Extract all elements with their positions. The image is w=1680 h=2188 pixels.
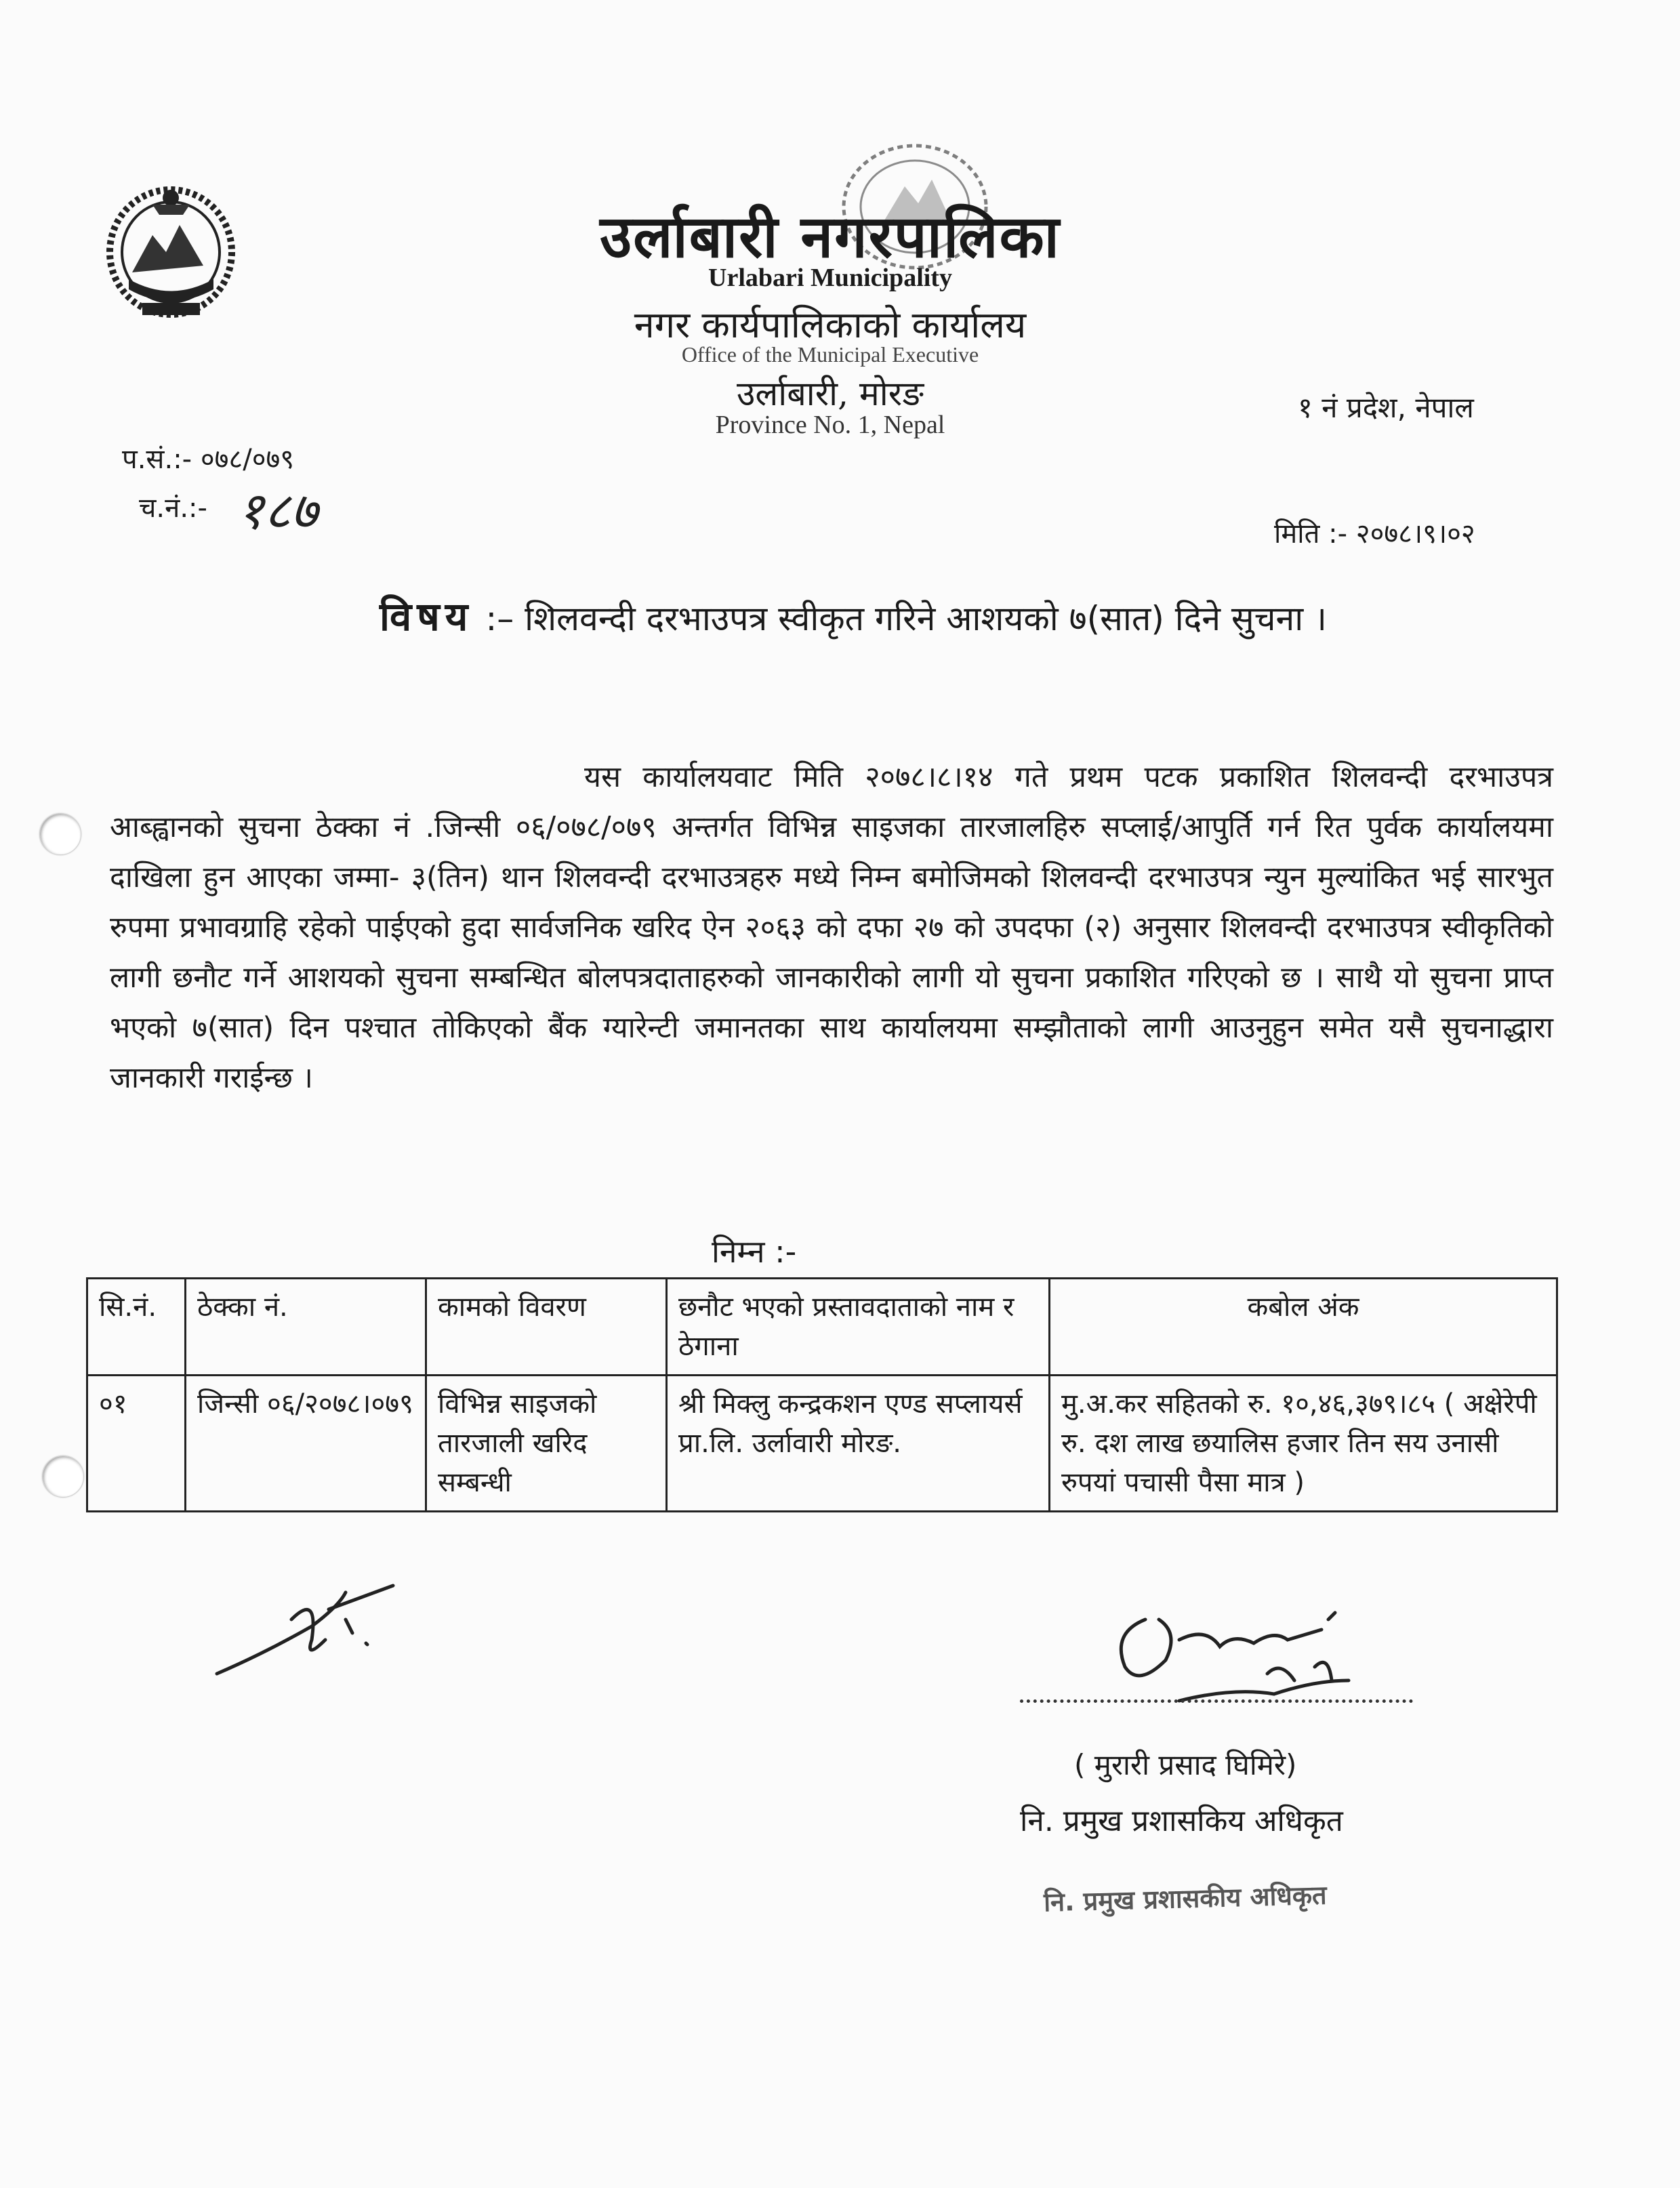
col-amount-header: कबोल अंक [1050,1279,1557,1376]
dispatch-number-handwritten: १८७ [237,480,318,541]
letter-date: मिति :- २०७८।९।०२ [1274,518,1475,550]
punch-hole-bottom [42,1456,84,1498]
designation-stamp: नि. प्रमुख प्रशासकीय अधिकृत [1043,1880,1328,1918]
subject-text: :– शिलवन्दी दरभाउपत्र स्वीकृत गरिने आशयको ७(सात) दिने सुचना । [485,599,1327,638]
table-header-row [87,1279,1557,1376]
cell-description: विभिन्न साइजको तारजाली खरिद सम्बन्धी [426,1376,667,1512]
dispatch-number-label: च.नं.:- [139,493,207,524]
nepal-emblem-logo [102,178,241,323]
col-bidder-header: छनौट भएको प्रस्तावदाताको नाम र ठेगाना [667,1279,1050,1376]
col-contract-header: ठेक्का नं. [186,1279,426,1376]
table-heading: निम्न :- [712,1233,797,1270]
subject-label: विषय [380,594,474,640]
initials-signature [210,1579,400,1680]
province-english: Province No. 1, Nepal [715,411,945,439]
notice-body: यस कार्यालयवाट मिति २०७८।८।१४ गते प्रथम पटक प्रकाशित शिलवन्दी दरभाउपत्र आब्ह्वानको सुचना ठेक्का नं .जिन्सी ०६/०७८/०७९ अन्तर्गत विभिन्न साइजका तारजालहिरु सप्लाई/आपुर्ति गर्न रित पुर्वक कार्यालयमा दाखिला हुन आएका जम्मा- ३(तिन) थान शिलवन्दी दरभाउत्रहरु मध्ये निम्न बमोजिमको शिलवन्दी दरभाउपत्र न्युन मुल्यांकित भई सारभुत रुपमा प्रभावग्राहि रहेको पाईएको हुदा सार्वजनिक खरिद ऐन २०६३ को दफा २७ को उपदफा (२) अनुसार शिलवन्दी दरभाउपत्र स्वीकृतिको लागी छनौट गर्ने आशयको सुचना सम्बन्धित बोलपत्रदाताहरुको जानकारीको लागी यो सुचना प्रकाशित गरिएको छ । साथै यो सुचना प्राप्त भएको ७(सात) दिन पश्चात तोकिएको बैंक ग्यारेन्टी जमानतका साथ कार्यालयमा सम्झौताको लागी आउनुहुन समेत यसै सुचनाद्धारा जानकारी गराईन्छ । [110,760,1553,1095]
table-row [87,1376,1557,1512]
municipality-name-nepali: उर्लाबारी नगरपालिका [600,203,1061,271]
subject-line [380,588,1327,642]
place-nepali: उर्लाबारी, मोरङ [736,374,924,413]
province-nepali: १ नं प्रदेश, नेपाल [1298,391,1474,424]
signatory-name: ( मुरारी प्रसाद घिमिरे) [1074,1748,1297,1781]
col-description-header: कामको विवरण [426,1279,667,1376]
cell-bidder: श्री मिक्लु कन्द्रकशन एण्ड सप्लायर्स प्रा.लि. उर्लावारी मोरङ. [667,1376,1050,1512]
office-name-english: Office of the Municipal Executive [681,342,979,367]
tender-table [86,1277,1558,1512]
punch-hole-top [39,813,81,855]
cell-serial: ०१ [87,1376,186,1512]
signatory-designation: नि. प्रमुख प्रशासकिय अधिकृत [1020,1804,1343,1838]
municipality-name-english: Urlabari Municipality [708,264,952,292]
cell-contract-no: जिन्सी ०६/२०७८।०७९ [186,1376,426,1512]
letter-reference-number: प.सं.:- ०७८/०७९ [122,444,295,475]
cell-amount: मु.अ.कर सहितको रु. १०,४६,३७९।८५ ( अक्षेरेपी रु. दश लाख छयालिस हजार तिन सय उनासी रुपयां पचासी पैसा मात्र ) [1050,1376,1557,1512]
signature-dotted-line [1020,1694,1413,1703]
office-name-nepali: नगर कार्यपालिकाको कार्यालय [634,304,1027,346]
col-serial-header: सि.नं. [87,1279,186,1376]
